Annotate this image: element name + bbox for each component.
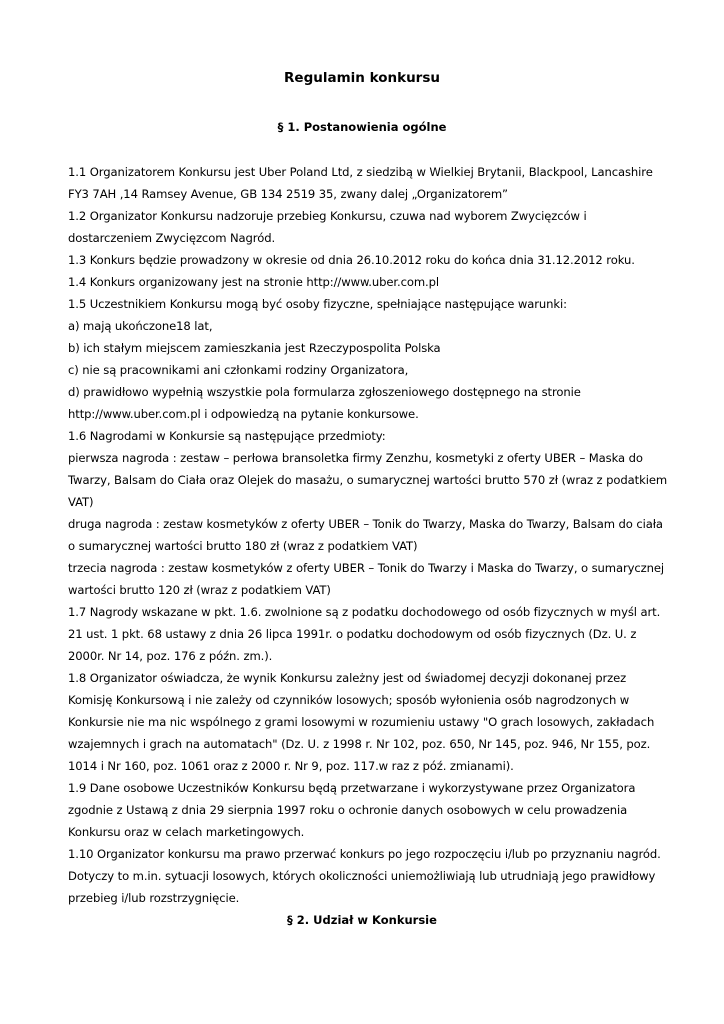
second-prize: druga nagroda : zestaw kosmetyków z oferty UBER – Tonik do Twarzy, Maska do Twarzy, Balsam do ciała o sumarycznej wartości brutto 180 zł (wraz z podatkiem VAT) xyxy=(68,517,663,553)
paragraph-1-2: 1.2 Organizator Konkursu nadzoruje przebieg Konkursu, czuwa nad wyborem Zwycięzców i dostarczeniem Zwycięzcom Nagród. xyxy=(68,209,587,245)
paragraph-1-3: 1.3 Konkurs będzie prowadzony w okresie od dnia 26.10.2012 roku do końca dnia 31.12.2012 roku. xyxy=(68,253,635,267)
paragraph-1-8: 1.8 Organizator oświadcza, że wynik Konkursu zależny jest od świadomej decyzji dokonanej przez Komisję Konkursową i nie zależy od czynników losowych; sposób wyłonienia osób nagrodzonych w Konkursie nie ma nic wspólnego z grami losowymi w rozumieniu ustawy "O grach losowych, zakładach wzajemnych i grach na automatach" (Dz. U. z 1998 r. Nr 102, poz. 650, Nr 145, poz. 946, Nr 155, poz. 1014 i Nr 160, poz. 1061 oraz z 2000 r. Nr 9, poz. 117.w raz z póź. zmianami). xyxy=(68,671,655,773)
section-2-heading: § 2. Udział w Konkursie xyxy=(287,913,437,927)
paragraph-1-1: 1.1 Organizatorem Konkursu jest Uber Poland Ltd, z siedzibą w Wielkiej Brytanii, Blackpool, Lancashire FY3 7AH ,14 Ramsey Avenue, GB 134 2519 35, zwany dalej „Organizatorem” xyxy=(68,165,653,201)
document-title: Regulamin konkursu xyxy=(284,70,440,86)
paragraph-1-10: 1.10 Organizator konkursu ma prawo przerwać konkurs po jego rozpoczęciu i/lub po przyznaniu nagród. Dotyczy to m.in. sytuacji losowych, których okoliczności uniemożliwiają lub utrudniają jego prawidłowy przebieg i/lub rozstrzygnięcie. xyxy=(68,847,661,905)
section-1-heading: § 1. Postanowienia ogólne xyxy=(277,120,447,134)
condition-d: d) prawidłowo wypełnią wszystkie pola formularza zgłoszeniowego dostępnego na stronie http://www.uber.com.pl i odpowiedzą na pytanie konkursowe. xyxy=(68,385,581,421)
paragraph-1-9: 1.9 Dane osobowe Uczestników Konkursu będą przetwarzane i wykorzystywane przez Organizatora zgodnie z Ustawą z dnia 29 sierpnia 1997 roku o ochronie danych osobowych w celu prowadzenia Konkursu oraz w celach marketingowych. xyxy=(68,781,636,839)
first-prize: pierwsza nagroda : zestaw – perłowa bransoletka firmy Zenzhu, kosmetyki z oferty UBER – Maska do Twarzy, Balsam do Ciała oraz Olejek do masażu, o sumarycznej wartości brutto 570 zł (wraz z podatkiem VAT) xyxy=(68,451,668,509)
paragraph-1-6: 1.6 Nagrodami w Konkursie są następujące przedmioty: xyxy=(68,429,386,443)
paragraph-1-7: 1.7 Nagrody wskazane w pkt. 1.6. zwolnione są z podatku dochodowego od osób fizycznych w myśl art. 21 ust. 1 pkt. 68 ustawy z dnia 26 lipca 1991r. o podatku dochodowym od osób fizycznych (Dz. U. z 2000r. Nr 14, poz. 176 z późn. zm.). xyxy=(68,605,661,663)
section-1-body xyxy=(68,161,668,909)
paragraph-1-5: 1.5 Uczestnikiem Konkursu mogą być osoby fizyczne, spełniające następujące warunki: xyxy=(68,297,567,311)
third-prize: trzecia nagroda : zestaw kosmetyków z oferty UBER – Tonik do Twarzy i Maska do Twarzy, o sumarycznej wartości brutto 120 zł (wraz z podatkiem VAT) xyxy=(68,561,665,597)
paragraph-1-4: 1.4 Konkurs organizowany jest na stronie http://www.uber.com.pl xyxy=(68,275,440,289)
condition-a: a) mają ukończone18 lat, xyxy=(68,319,213,333)
condition-b: b) ich stałym miejscem zamieszkania jest Rzeczypospolita Polska xyxy=(68,341,441,355)
condition-c: c) nie są pracownikami ani członkami rodziny Organizatora, xyxy=(68,363,409,377)
